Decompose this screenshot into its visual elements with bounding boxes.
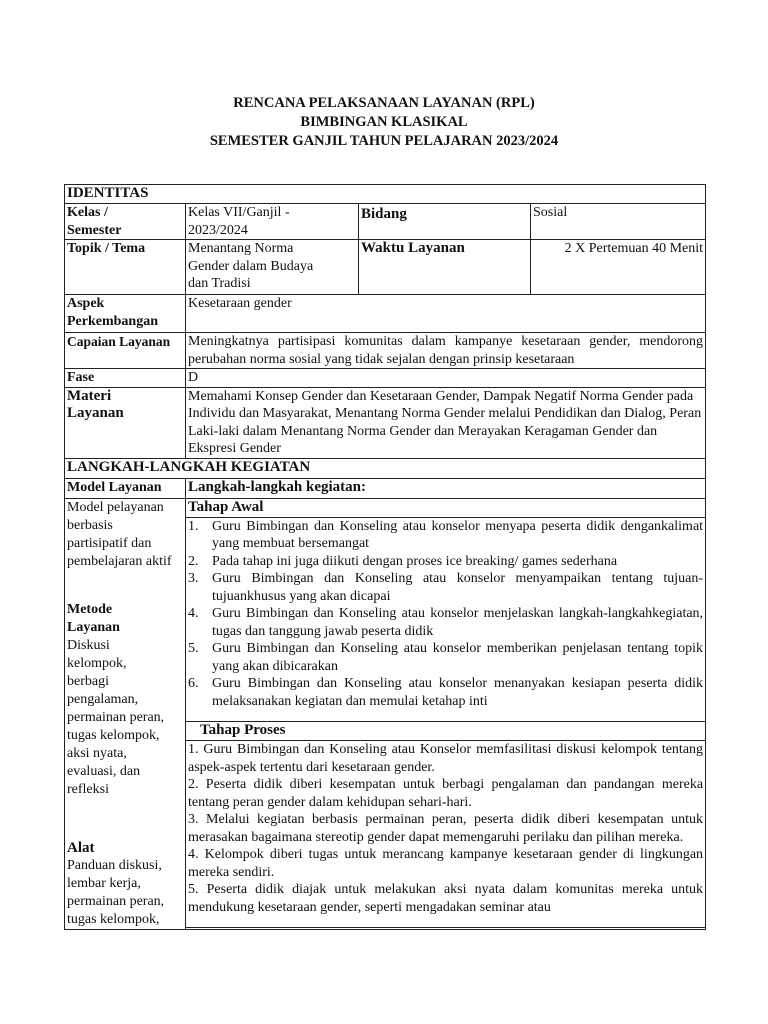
- awal-step-number: 2.: [188, 553, 199, 569]
- kelas-label: [65, 204, 186, 240]
- awal-step-item: [188, 605, 703, 640]
- metode-value-line-2: kelompok,: [67, 655, 127, 671]
- waktu-label: Waktu Layanan: [359, 240, 531, 295]
- proses-step-item: 2. Peserta didik diberi kesempatan untuk berbagi pengalaman dan pandangan mereka tentang peran gender dalam kehidupan sehari-hari.: [188, 777, 704, 810]
- metode-value-line-3: berbagi: [67, 673, 109, 689]
- aspek-value: Kesetaraan gender: [186, 295, 706, 333]
- awal-step-item: [188, 640, 703, 675]
- metode-value-line-1: Diskusi: [67, 637, 110, 653]
- metode-value-line-7: aksi nyata,: [67, 745, 127, 761]
- awal-step-text: Guru Bimbingan dan Konseling atau konselor menanyakan kesiapan peserta didik melaksanakan kegiatan dan memulai ketahap inti: [212, 676, 704, 709]
- topik-label: Topik / Tema: [65, 240, 186, 295]
- metode-label-line-1: Metode: [67, 601, 113, 617]
- proses-step-item: 4. Kelompok diberi tugas untuk merancang kampanye kesetaraan gender di lingkungan mereka sendiri.: [188, 847, 704, 880]
- kelas-value-line-2: 2023/2024: [188, 222, 248, 238]
- awal-step-number: 5.: [188, 641, 199, 656]
- awal-step-text: Guru Bimbingan dan Konseling atau konselor menjelaskan langkah-langkahkegiatan, tugas dan tanggung jawab peserta didik: [212, 606, 704, 639]
- kelas-label-line-1: Kelas /: [67, 205, 108, 220]
- alat-label: Alat: [67, 839, 95, 856]
- materi-value: Memahami Konsep Gender dan Kesetaraan Gender, Dampak Negatif Norma Gender pada Individu dan Masyarakat, Menantang Norma Gender melalui Pendidikan dan Dialog, Peran Laki-laki dalam Menantang Norma Gender dan Merayakan Keragaman Gender dan Ekspresi Gender: [186, 387, 706, 458]
- kelas-value: [186, 204, 359, 240]
- langkah-header: LANGKAH-LANGKAH KEGIATAN: [65, 458, 706, 478]
- awal-step-number: 4.: [188, 606, 199, 621]
- capaian-value: Meningkatnya partisipasi komunitas dalam kampanye kesetaraan gender, mendorong perubahan norma sosial yang tidak sejalan dengan prinsip kesetaraan: [186, 333, 706, 369]
- bidang-label: Bidang: [359, 204, 531, 240]
- metode-label-line-2: Layanan: [67, 619, 120, 635]
- awal-step-item: [188, 570, 703, 605]
- awal-step-text: Guru Bimbingan dan Konseling atau konselor menyampaikan tentang tujuan-tujuankhusus yang akan dicapai: [212, 571, 704, 604]
- awal-step-item: [188, 518, 703, 553]
- tahap-proses-title: Tahap Proses: [186, 722, 706, 741]
- capaian-label: Capaian Layanan: [65, 333, 186, 369]
- metode-value-line-5: permainan peran,: [67, 709, 165, 725]
- awal-step-number: 6.: [188, 676, 199, 691]
- awal-step-item: [188, 675, 703, 710]
- kelas-label-line-2: Semester: [67, 222, 122, 238]
- topik-value-line-1: Menantang Norma: [188, 241, 294, 256]
- awal-step-item: [188, 553, 703, 571]
- proses-step-item: 3. Melalui kegiatan berbasis permainan peran, peserta didik diberi kesempatan untuk merasakan bagaimana stereotip gender dapat memengaruhi perilaku dan pilihan mereka.: [188, 812, 704, 845]
- alat-value-line-4: tugas kelompok,: [67, 911, 160, 927]
- awal-step-list: [188, 518, 703, 711]
- topik-value-line-2: Gender dalam Budaya: [188, 258, 314, 274]
- identitas-header: IDENTITAS: [65, 185, 706, 204]
- awal-step-text: Pada tahap ini juga diikuti dengan proses ice breaking/ games sederhana: [212, 553, 618, 569]
- title-line-2: BIMBINGAN KLASIKAL: [300, 114, 468, 130]
- materi-label-line-1: Materi: [67, 387, 112, 404]
- aspek-label-line-2: Perkembangan: [67, 313, 158, 329]
- left-info-column: [65, 498, 186, 929]
- tahap-awal-steps: [186, 517, 706, 722]
- model-value-line-4: pembelajaran aktif: [67, 553, 172, 569]
- proses-step-item: 1. Guru Bimbingan dan Konseling atau Konselor memfasilitasi diskusi kelompok tentang aspek-aspek tertentu dari kesetaraan gender.: [188, 742, 704, 775]
- tahap-proses-steps: [186, 741, 706, 927]
- kelas-value-line-1: Kelas VII/Ganjil -: [188, 205, 290, 220]
- metode-value-line-9: refleksi: [67, 781, 109, 797]
- materi-label: [65, 387, 186, 458]
- awal-step-text: Guru Bimbingan dan Konseling atau konselor memberikan penjelasan tentang topik yang akan dibicarakan: [212, 641, 704, 674]
- metode-value-line-4: pengalaman,: [67, 691, 139, 707]
- model-label: Model Layanan: [65, 478, 186, 498]
- alat-value-line-3: permainan peran,: [67, 893, 165, 909]
- model-value-line-3: partisipatif dan: [67, 535, 152, 551]
- model-value-line-1: Model pelayanan: [67, 499, 164, 515]
- topik-value-line-3: dan Tradisi: [188, 276, 251, 291]
- alat-value-line-2: lembar kerja,: [67, 875, 141, 891]
- metode-value-line-6: tugas kelompok,: [67, 727, 160, 743]
- tahap-awal-title: Tahap Awal: [186, 498, 706, 517]
- awal-step-text: Guru Bimbingan dan Konseling atau konselor menyapa peserta didik dengankalimat yang membuat bersemangat: [212, 518, 704, 551]
- metode-value-line-8: evaluasi, dan: [67, 763, 141, 779]
- alat-value-line-1: Panduan diskusi,: [67, 857, 162, 873]
- aspek-label: [65, 295, 186, 333]
- topik-value: [186, 240, 359, 295]
- aspek-label-line-1: Aspek: [67, 296, 105, 311]
- title-line-3: SEMESTER GANJIL TAHUN PELAJARAN 2023/2024: [209, 133, 559, 149]
- rpl-table: [64, 184, 706, 930]
- waktu-value: 2 X Pertemuan 40 Menit: [531, 240, 706, 295]
- materi-label-line-2: Layanan: [67, 405, 124, 421]
- awal-step-number: 1.: [188, 518, 199, 534]
- spacer: [67, 799, 183, 839]
- awal-step-number: 3.: [188, 571, 199, 586]
- proses-step-item: 5. Peserta didik diajak untuk melakukan aksi nyata dalam komunitas mereka untuk mendukung kesetaraan gender, seperti mengadakan seminar atau: [188, 882, 704, 915]
- fase-label: Fase: [65, 369, 186, 388]
- kegiatan-label: Langkah-langkah kegiatan:: [186, 478, 706, 498]
- spacer: [67, 571, 183, 601]
- fase-value: D: [186, 369, 706, 388]
- table-bottom: [186, 927, 706, 929]
- bidang-value: Sosial: [531, 204, 706, 240]
- document-title: [0, 94, 768, 151]
- title-line-1: RENCANA PELAKSANAAN LAYANAN (RPL): [233, 95, 535, 111]
- model-value-line-2: berbasis: [67, 517, 113, 533]
